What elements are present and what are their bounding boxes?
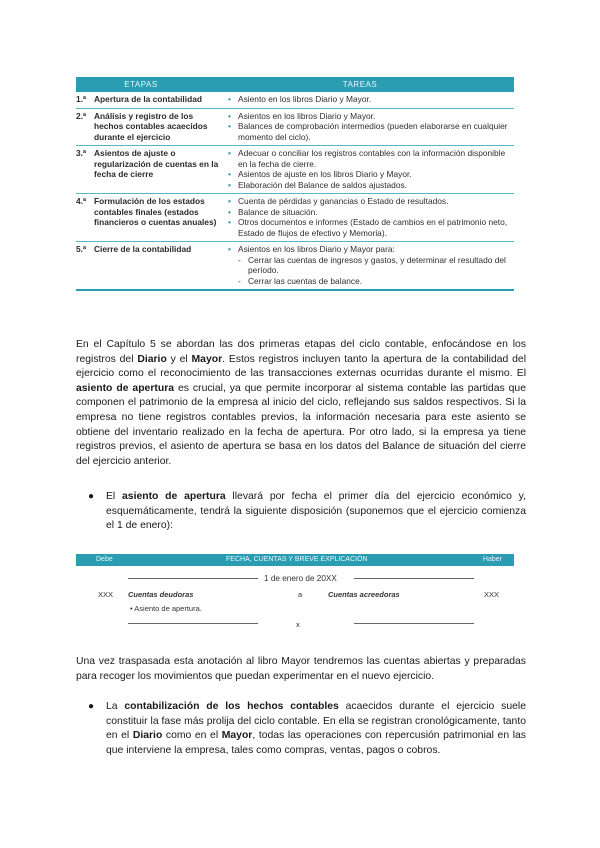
bold-run: Diario xyxy=(132,730,163,742)
stage-name: Análisis y registro de los hechos contables acaecidos durante el ejercicio xyxy=(94,110,208,142)
bullet-icon: • xyxy=(228,206,231,217)
bullet-opening-entry xyxy=(88,490,526,534)
bold-run: Mayor xyxy=(191,353,223,365)
credit-accounts: Cuentas acreedoras xyxy=(328,590,400,599)
credit-amount: XXX xyxy=(484,590,500,599)
debe-label: Debe xyxy=(96,556,113,563)
table-row xyxy=(76,194,514,242)
subtask-text: Cerrar las cuentas de ingresos y gastos, y determinar el resultado del período. xyxy=(248,254,506,275)
bullet-icon: ● xyxy=(88,701,95,712)
task-text: Otros documentos e informes (Estado de cambios en el patrimonio neto, Estado de flujos de efectivo y Memoria). xyxy=(238,217,508,238)
ledger-paragraph: Una vez traspasada esta anotación al libro Mayor tendremos las cuentas abiertas y preparadas para recoger los movimientos que puedan experimentar en el nuevo ejercicio. xyxy=(76,656,526,682)
bullet-icon: • xyxy=(228,94,231,104)
journal-x: x xyxy=(296,620,300,629)
journal-header xyxy=(76,554,514,566)
table-row xyxy=(76,92,514,109)
divider xyxy=(128,578,258,579)
stage-number: 4.ª xyxy=(76,196,87,206)
task-text: Asientos en los libros Diario y Mayor para: xyxy=(238,244,395,254)
debit-accounts: Cuentas deudoras xyxy=(128,590,194,599)
debit-amount: XXX xyxy=(98,590,114,599)
stages-table xyxy=(76,77,514,291)
task-text: Elaboración del Balance de saldos ajustados. xyxy=(238,179,408,190)
stage-name: Asientos de ajuste o regularización de cuentas en la fecha de cierre xyxy=(94,148,219,179)
bold-run: asiento de apertura xyxy=(122,491,226,502)
task-text: Balance de situación. xyxy=(238,206,318,217)
bold-run: Mayor xyxy=(221,730,253,742)
dash-icon: - xyxy=(238,275,241,286)
stage-name: Cierre de la contabilidad xyxy=(94,244,192,254)
stage-number: 2.ª xyxy=(76,110,87,121)
journal-entry-diagram xyxy=(76,554,514,636)
task-text: Cuenta de pérdidas y ganancias o Estado de resultados. xyxy=(238,196,449,206)
table-header xyxy=(76,77,514,92)
table-row xyxy=(76,146,514,194)
bullet-icon: • xyxy=(228,121,231,131)
stage-name: Formulación de los estados contables finales (estados financieros o cuentas anuales) xyxy=(94,196,217,227)
bold-run: asiento de apertura xyxy=(76,382,175,394)
task-text: Asientos en los libros Diario y Mayor. xyxy=(238,110,376,121)
table-row xyxy=(76,242,514,291)
task-text: Asiento en los libros Diario y Mayor. xyxy=(238,94,372,104)
text-run: y el xyxy=(166,353,192,365)
bullet-icon: • xyxy=(228,148,231,158)
text-run: El xyxy=(106,491,123,502)
subtask-text: Cerrar las cuentas de balance. xyxy=(248,275,363,286)
journal-date: 1 de enero de 20XX xyxy=(264,574,337,583)
stage-number: 3.ª xyxy=(76,148,87,158)
bullet-icon: • xyxy=(228,169,231,179)
bold-run: Diario xyxy=(137,353,167,365)
text-run: llevará por fecha el primer día del ejercicio económico y, esquemáticamente, tendrá la siguiente disposición (suponemos que el ejercicio comienza el 1 de enero): xyxy=(106,491,526,532)
stage-number: 5.ª xyxy=(76,244,87,254)
text-run: como en el xyxy=(162,730,222,742)
stage-name: Apertura de la contabilidad xyxy=(94,94,202,104)
stage-number: 1.ª xyxy=(76,94,87,104)
task-text: Balances de comprobación intermedios (pueden elaborarse en cualquier momento del ciclo). xyxy=(238,121,508,142)
bullet-icon: • xyxy=(228,110,231,121)
header-stages: ETAPAS xyxy=(124,80,158,89)
haber-label: Haber xyxy=(482,556,502,563)
journal-explanation: • Asiento de apertura. xyxy=(130,604,202,613)
text-run: es crucial, ya que permite incorporar al sistema contable las partidas que componen el patrimonio de la empresa al inicio del ciclo, reflejando sus saldos respectivos. Si la empresa no tiene registros contables previos, la información necesaria para este asiento se obtiene del inventario realizado en la fecha de apertura. Por otro lado, si la empresa ya tiene registros previos, el asiento de apertura se basa en los datos del Balance de situación del cierre del ejercicio anterior. xyxy=(76,382,526,467)
table-row xyxy=(76,109,514,147)
task-text: Asientos de ajuste en los libros Diario y Mayor. xyxy=(238,169,412,179)
dash-icon: - xyxy=(238,254,241,265)
bullet-icon: • xyxy=(228,217,231,227)
task-text: Adecuar o conciliar los registros contables con la información disponible en la fecha de cierre. xyxy=(238,148,506,169)
bullet-icon: • xyxy=(228,244,231,254)
journal-center-label: FECHA, CUENTAS Y BREVE EXPLICACIÓN xyxy=(226,556,368,563)
header-tasks: TAREAS xyxy=(342,80,378,89)
bullet-icon: • xyxy=(228,179,231,190)
intro-paragraph xyxy=(76,338,526,469)
text-run: , todas las operaciones con repercusión patrimonial en las que interviene la empresa, tales como compras, ventas, pagos o cobros. xyxy=(106,730,526,756)
divider xyxy=(128,623,258,624)
text-run: acaecidos durante el ejercicio suele constituir la fase más prolija del ciclo contable. En ella se registran cronológicamente, tanto en el xyxy=(106,701,526,742)
text-run: . Estos registros incluyen tanto la apertura de la contabilidad del ejercicio como el reconocimiento de las transacciones externas ocurridas durante el mismo. El xyxy=(76,353,526,380)
text-run: En el Capítulo 5 se abordan las dos primeras etapas del ciclo contable, enfocándose en los registros del xyxy=(76,339,526,365)
bold-run: contabilización de los hechos contables xyxy=(124,701,339,712)
divider xyxy=(354,578,474,579)
text-run: La xyxy=(106,701,125,712)
bullet-icon: • xyxy=(228,196,231,206)
journal-a: a xyxy=(298,590,303,599)
bullet-accounting-facts xyxy=(88,700,526,758)
bullet-icon: ● xyxy=(88,491,95,502)
divider xyxy=(354,623,474,624)
